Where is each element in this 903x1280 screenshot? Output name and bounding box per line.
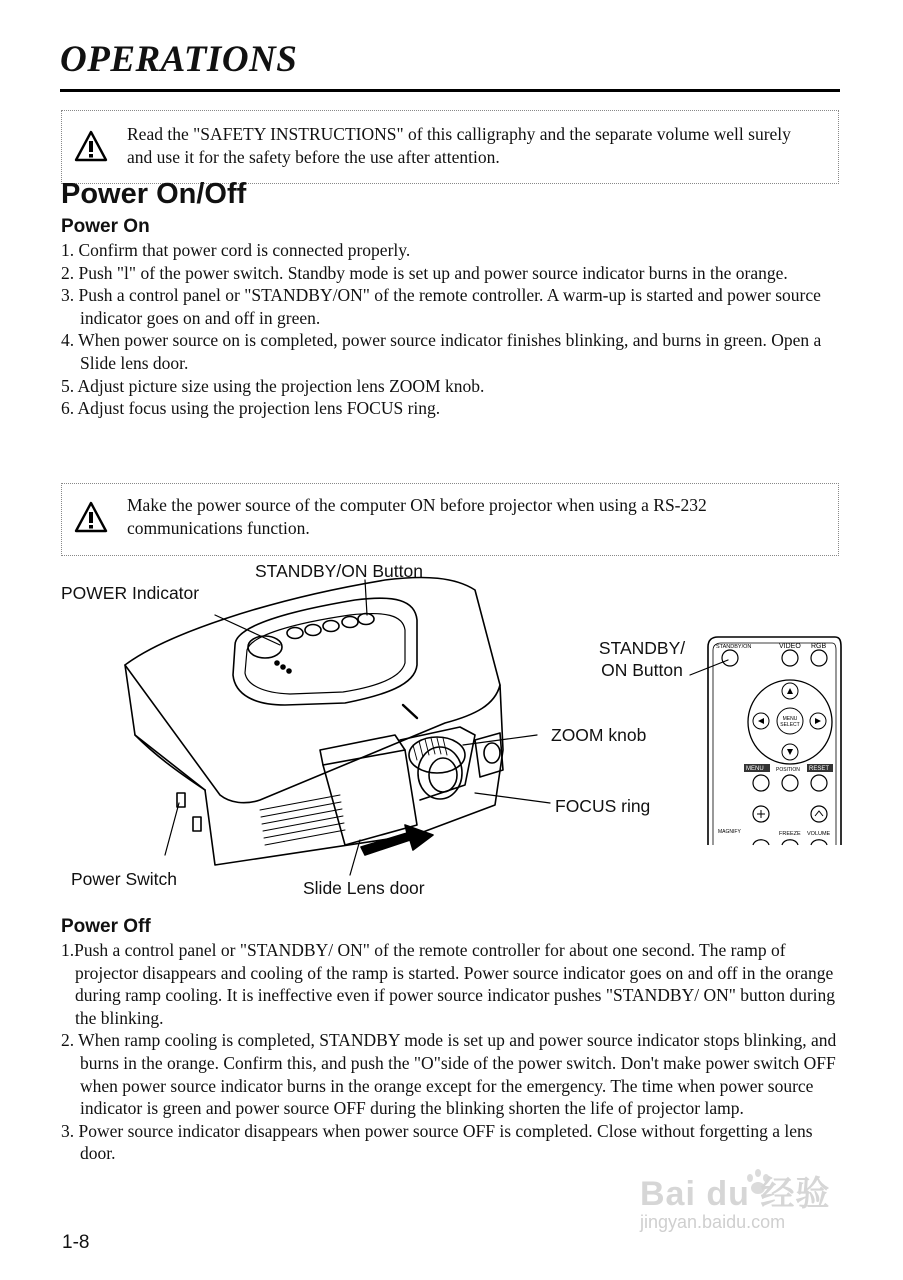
callout-remote-standby xyxy=(592,637,692,681)
list-item: 5. Adjust picture size using the projection lens ZOOM knob. xyxy=(61,375,485,396)
power-off-heading: Power Off xyxy=(61,916,151,937)
projector-figure xyxy=(55,555,855,910)
standby-on-button xyxy=(358,614,374,625)
vent-grille xyxy=(260,795,345,845)
remote-label-menu-select: MENU xyxy=(782,716,798,722)
projector-illustration xyxy=(55,555,855,910)
remote-label-volume: VOLUME xyxy=(807,831,831,837)
section-title: Power On/Off xyxy=(61,178,247,210)
list-item: 3. Push a control panel or "STANDBY/ON" of the remote controller. A warm-up is started and power source indicator goes on and off in green. xyxy=(61,285,821,328)
remote-label-magnify: MAGNIFY xyxy=(718,829,741,835)
caution-text: Make the power source of the computer ON before projector when using a RS-232 communications function. xyxy=(127,495,707,538)
watermark-brand: Bai du 经验 xyxy=(640,1175,831,1213)
callout-power-indicator: POWER Indicator xyxy=(61,583,200,603)
remote-label-position: POSITION xyxy=(776,767,800,773)
page-title: OPERATIONS xyxy=(60,39,298,80)
list-item: 1. Confirm that power cord is connected properly. xyxy=(61,240,411,260)
remote-label-reset: RESET xyxy=(809,766,830,772)
projector-top xyxy=(125,577,500,802)
list-item: 2. Push "l" of the power switch. Standby mode is set up and power source indicator burns in the orange. xyxy=(61,262,788,283)
callout-power-switch: Power Switch xyxy=(71,869,178,889)
remote-controller xyxy=(708,637,841,845)
remote-label-freeze: FREEZE xyxy=(779,831,801,837)
caution-text: Read the "SAFETY INSTRUCTIONS" of this calligraphy and the separate volume well surely and use it for the safety before the use after attention. xyxy=(127,124,791,167)
remote-label-menu-select: SELECT xyxy=(780,722,800,728)
power-off-steps xyxy=(61,939,851,1165)
remote-label-video: VIDEO xyxy=(779,643,801,650)
callout-remote-standby-line2: ON Button xyxy=(601,660,683,680)
baidu-watermark xyxy=(640,1158,850,1248)
callout-remote-standby-line1: STANDBY/ xyxy=(598,638,686,658)
page-number: 1-8 xyxy=(62,1232,90,1253)
rs232-caution-box xyxy=(61,483,839,556)
callout-standby-button: STANDBY/ON Button xyxy=(255,561,423,581)
projector-left-side xyxy=(125,665,205,790)
projector-front xyxy=(205,685,503,865)
list-item: 2. When ramp cooling is completed, STANDBY mode is set up and power source indicator stops blinking, and burns in the orange. Confirm this, and push the "O"side of the power switch. Don't make power switch OFF when power source indicator burns in the orange except for the emergency. The time when power source indicator is green and power source OFF during the blinking shorten the life of projector lamp. xyxy=(61,1030,837,1119)
list-item: 1.Push a control panel or "STANDBY/ ON" of the remote controller for about one second. The ramp of projector disappears and cooling of the ramp is started. Power source indicator goes on and off in the orange during ramp cooling. It is ineffective even if power source indicator pushes "STANDBY/ ON" button during the blinking. xyxy=(61,940,836,1028)
list-item: 6. Adjust focus using the projection lens FOCUS ring. xyxy=(61,398,441,419)
remote-label-rgb: RGB xyxy=(811,643,827,650)
power-on-steps xyxy=(61,239,841,420)
header-rule xyxy=(60,89,840,92)
watermark-url: jingyan.baidu.com xyxy=(640,1212,786,1232)
slide-lens-door xyxy=(323,750,417,845)
callout-zoom-knob: ZOOM knob xyxy=(551,725,647,745)
callout-focus-ring: FOCUS ring xyxy=(555,796,651,816)
panel-button xyxy=(342,617,358,628)
safety-caution-box xyxy=(61,110,839,184)
power-on-heading: Power On xyxy=(61,216,150,237)
list-item: 3. Power source indicator disappears when power source OFF is completed. Close without forgetting a lens door. xyxy=(61,1120,813,1164)
warning-icon xyxy=(74,500,108,534)
list-item: 4. When power source on is completed, power source indicator finishes blinking, and burns in green. Open a Slide lens door. xyxy=(61,330,822,373)
warning-icon xyxy=(74,129,108,163)
panel-button xyxy=(323,621,339,632)
remote-label-standby: STANDBY/ON xyxy=(716,644,752,650)
remote-label-menu: MENU xyxy=(746,766,764,772)
power-indicator xyxy=(248,636,282,658)
callout-slide-lens-door: Slide Lens door xyxy=(303,878,425,898)
slide-arrow-icon xyxy=(361,825,433,855)
panel-button xyxy=(305,625,321,636)
panel-button xyxy=(287,628,303,639)
